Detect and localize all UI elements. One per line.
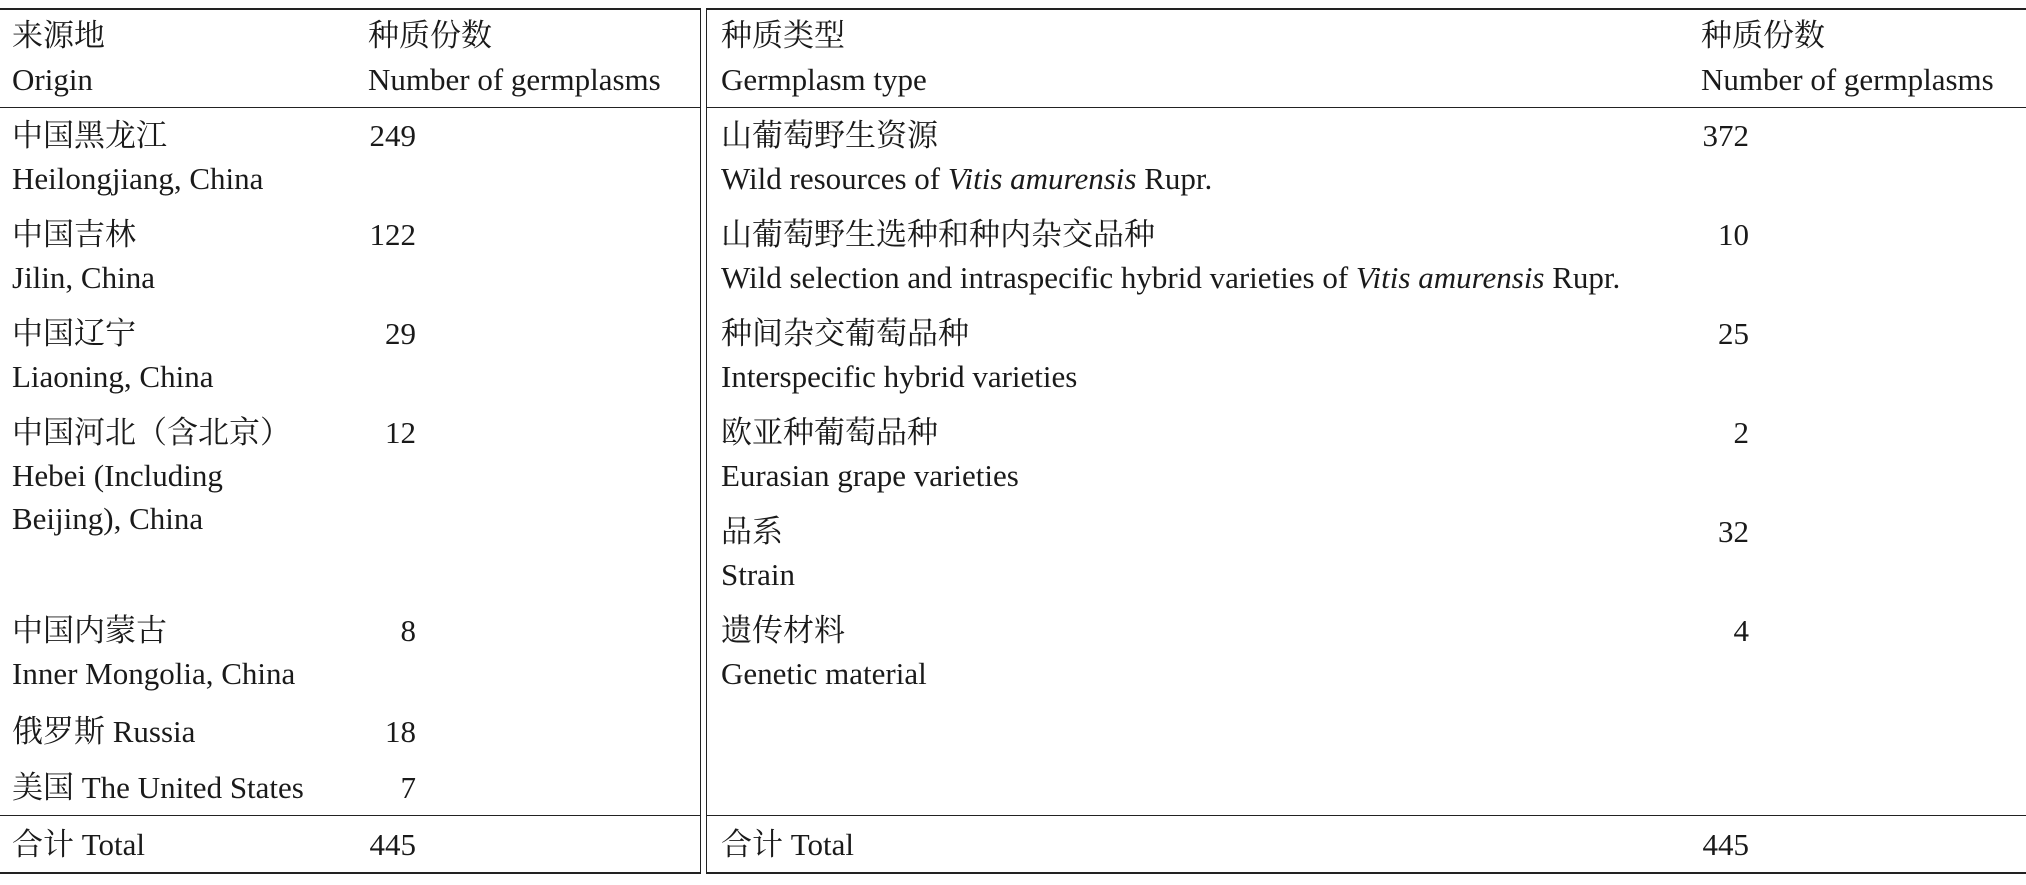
left-row-4-en-2: Beijing), China [12,501,204,536]
right-bottom-rule [706,872,2026,874]
right-total-count: 445 [1702,827,1749,862]
left-row-4-en: Hebei (Including [12,458,223,493]
left-row-2-count: 122 [369,217,416,252]
right-row-3-en: Interspecific hybrid varieties [721,359,1078,394]
left-row-5-count: 8 [400,613,416,648]
right-row-5-zh: 品系 [721,514,783,549]
right-total-label: 合计 Total [721,827,855,862]
left-row-3-zh: 中国辽宁 [12,316,136,351]
type-header-zh: 种质类型 [721,18,845,53]
right-row-1-count: 372 [1702,118,1749,153]
left-header-rule [0,107,700,108]
left-row-3-count: 29 [385,316,416,351]
left-total-label: 合计 Total [12,827,146,862]
right-row-1-en-species: Vitis amurensis [947,161,1137,196]
left-row-3-en: Liaoning, China [12,359,214,394]
left-row-6-count: 18 [385,714,416,749]
left-row-7-count: 7 [400,770,416,805]
right-row-3-count: 25 [1718,316,1749,351]
right-row-4-count: 2 [1733,415,1749,450]
right-row-2-zh: 山葡萄野生选种和种内杂交品种 [721,217,1155,252]
right-row-2-count: 10 [1718,217,1749,252]
left-total-count: 445 [369,827,416,862]
right-row-2-en-post: Rupr. [1544,260,1621,295]
left-row-7-name: 美国 The United States [12,770,304,805]
left-row-1-en: Heilongjiang, China [12,161,264,196]
left-total-rule [0,815,700,816]
right-total-rule [706,815,2026,816]
left-row-2-zh: 中国吉林 [12,217,136,252]
right-top-rule [706,8,2026,10]
left-count-header-en: Number of germplasms [368,62,661,97]
right-row-6-en: Genetic material [721,656,927,691]
right-count-header-zh: 种质份数 [1701,18,1825,53]
right-row-4-zh: 欧亚种葡萄品种 [721,415,938,450]
right-header-rule [706,107,2026,108]
right-row-3-zh: 种间杂交葡萄品种 [721,316,969,351]
left-bottom-rule [0,872,700,874]
right-row-2-en-pre: Wild selection and intraspecific hybrid varieties of [721,260,1356,295]
left-top-rule [0,8,700,10]
right-row-1-en-pre: Wild resources of [721,161,948,196]
left-count-header-zh: 种质份数 [368,18,492,53]
left-row-4-count: 12 [385,415,416,450]
left-row-6-name: 俄罗斯 Russia [12,714,196,749]
origin-header-zh: 来源地 [12,18,105,53]
right-row-1-en-post: Rupr. [1136,161,1213,196]
right-row-5-count: 32 [1718,514,1749,549]
right-row-2-en-species: Vitis amurensis [1355,260,1545,295]
left-row-1-zh: 中国黑龙江 [12,118,167,153]
right-row-4-en: Eurasian grape varieties [721,458,1019,493]
right-row-1-zh: 山葡萄野生资源 [721,118,938,153]
right-row-2-en [721,257,1620,299]
right-count-header-en: Number of germplasms [1701,62,1994,97]
right-row-1-en [721,158,1212,200]
right-row-6-count: 4 [1733,613,1749,648]
left-row-5-en: Inner Mongolia, China [12,656,296,691]
column-divider-a [700,8,701,874]
origin-header-en: Origin [12,62,93,97]
column-divider-b [706,8,707,874]
right-row-6-zh: 遗传材料 [721,613,845,648]
right-row-5-en: Strain [721,557,796,592]
left-row-2-en: Jilin, China [12,260,155,295]
left-row-5-zh: 中国内蒙古 [12,613,167,648]
left-row-1-count: 249 [369,118,416,153]
type-header-en: Germplasm type [721,62,927,97]
left-row-4-zh: 中国河北（含北京） [12,415,291,450]
